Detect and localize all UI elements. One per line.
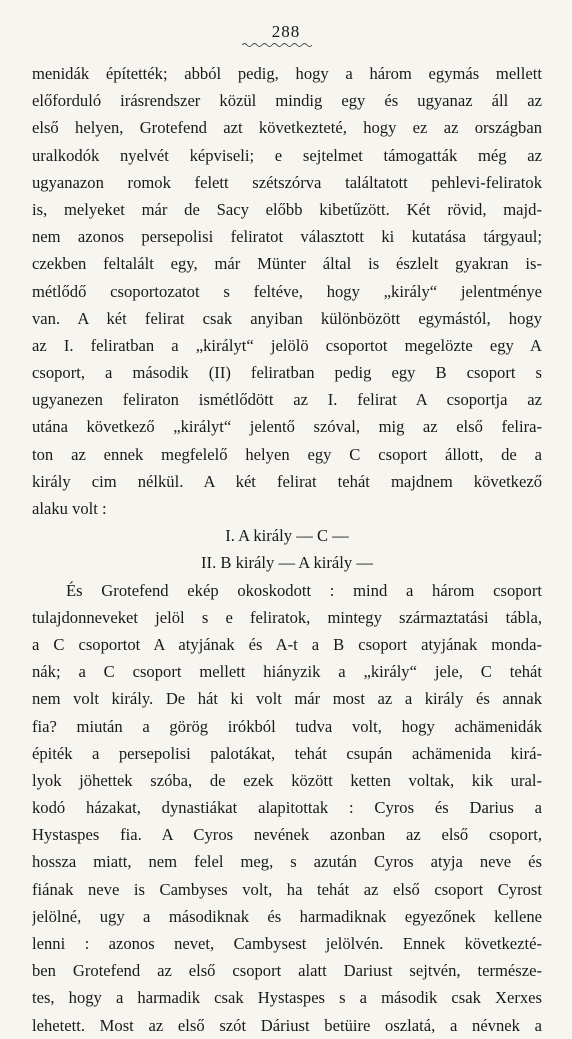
- text-line: is, melyeket már de Sacy előbb kibetűzött. Két rövid, majd-: [32, 199, 542, 219]
- text-line: ben Grotefend az első csoport alatt Dariust sejtvén, természe-: [32, 961, 542, 981]
- text-line: lenni : azonos nevet, Cambysest jelölvén. Ennek következté-: [32, 934, 542, 953]
- formula-line: I. A király — C —: [225, 526, 349, 546]
- text-line: czekben feltalált egy, már Münter által is észlelt gyakran is-: [32, 254, 542, 274]
- text-line: van. A két felirat csak anyiban különbözött egymástól, hogy: [32, 308, 542, 328]
- text-line: ugyanazon romok felett szétszórva találtatott pehlevi-feliratok: [32, 172, 542, 192]
- text-line: utána következő „királyt“ jelentő szóval, mig az első felira-: [32, 417, 542, 437]
- text-line: ugyanezen feliraton ismétlődött az I. felirat A csoportja az: [32, 390, 542, 410]
- text-line: kodó házakat, dynastiákat alapitottak : Cyros és Darius a: [32, 798, 542, 818]
- text-line: lehetett. Most az első szót Dáriust betüire oszlatá, a névnek a: [32, 1015, 542, 1035]
- text-line: király cim nélkül. A két felirat tehát majdnem következő: [32, 471, 542, 491]
- formula-line: II. B király — A király —: [201, 553, 373, 573]
- text-line: az I. feliratban a „királyt“ jelölö csoportot megelözte egy A: [32, 335, 542, 355]
- text-line: nem azonos persepolisi feliratot választott ki kutatása tárgyaul;: [32, 227, 542, 247]
- text-line: uralkodók nyelvét képviseli; e sejtelmet támogatták még az: [32, 145, 542, 165]
- text-line: jelölné, ugy a másodiknak és harmadiknak egyezőnek kellene: [32, 906, 542, 926]
- text-line: fiának neve is Cambyses volt, ha tehát az első csoport Cyrost: [32, 879, 542, 899]
- text-line: És Grotefend ekép okoskodott : mind a három csoport: [66, 580, 542, 600]
- text-line: alaku volt :: [32, 499, 107, 518]
- text-line: épiték a persepolisi palotákat, tehát csupán achämenida kirá-: [32, 743, 542, 763]
- text-line: menidák építették; abból pedig, hogy a három egymás mellett: [32, 64, 542, 83]
- text-line: fia? miután a görög irókból tudva volt, hogy achämenidák: [32, 716, 542, 736]
- text-line: Hystaspes fia. A Cyros nevének azonban az első csoport,: [32, 825, 542, 845]
- text-line: nák; a C csoport mellett hiányzik a „király“ jele, C tehát: [32, 662, 542, 682]
- text-line: első helyen, Grotefend azt következteté, hogy ez az országban: [32, 118, 542, 138]
- text-line: hossza miatt, nem felel meg, s azután Cyros atyja neve és: [32, 852, 542, 872]
- wavy-rule-ornament: [242, 42, 312, 48]
- text-line: ton az ennek megfelelő helyen egy C csoport állott, de a: [32, 444, 542, 464]
- text-line: tulajdonneveket jelöl s e feliratok, mintegy származtatási tábla,: [32, 607, 542, 627]
- text-line: előforduló irásrendszer közül mindig egy és ugyanaz áll az: [32, 91, 542, 111]
- text-line: tes, hogy a harmadik csak Hystaspes s a második csak Xerxes: [32, 988, 542, 1008]
- text-line: lyok jöhettek szóba, de ezek között ketten voltak, kik ural-: [32, 770, 542, 790]
- text-line: csoport, a második (II) feliratban pedig egy B csoport s: [32, 363, 542, 383]
- text-line: métlődő csoportozatot s feltéve, hogy „király“ jelentménye: [32, 281, 542, 301]
- body-text: [32, 60, 542, 1039]
- text-line: a C csoportot A atyjának és A-t a B csoport atyjának monda-: [32, 634, 542, 654]
- text-line: nem volt király. De hát ki volt már most az a király és annak: [32, 689, 542, 709]
- page-number: 288: [271, 22, 301, 41]
